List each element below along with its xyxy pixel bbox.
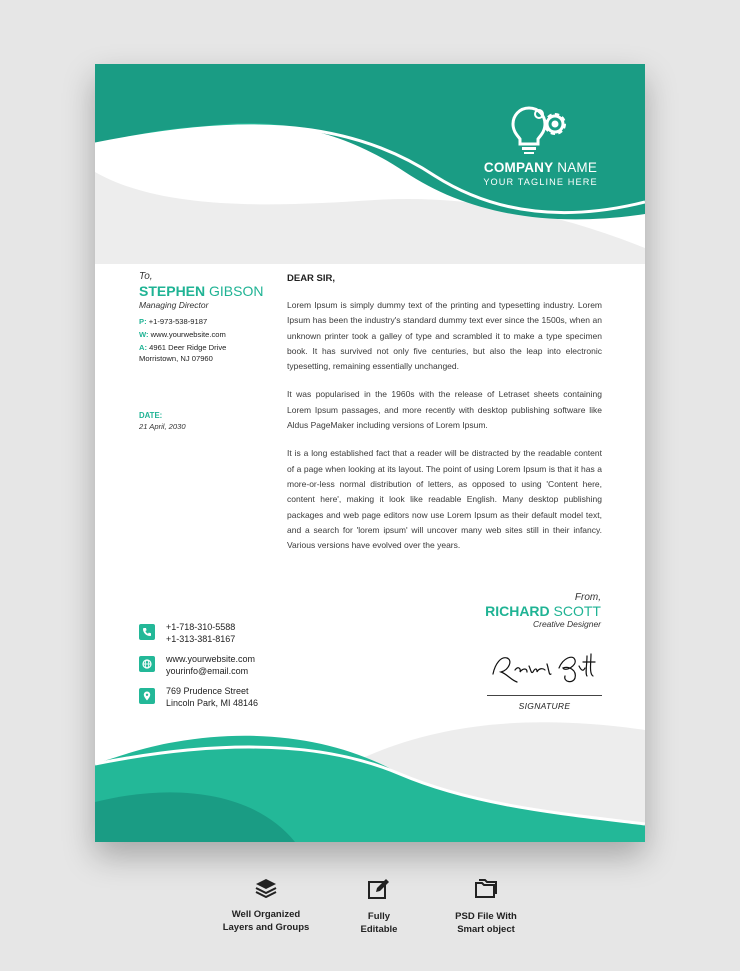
feature-psd-line2: Smart object <box>457 924 515 935</box>
contact-phone-lines <box>166 621 235 645</box>
contact-phone-1: +1-718-310-5588 <box>166 622 236 632</box>
phone-key: P: <box>139 317 147 326</box>
contact-phone <box>139 621 258 653</box>
company-logo <box>478 104 603 187</box>
company-name <box>478 160 603 175</box>
paragraph-1: Lorem Ipsum is simply dummy text of the printing and typesetting industry. Lorem Ipsum has been the industry's standard dummy text ever since the 1500s, when an unknown printer took a galley of type and scrambled it to make a type specimen book. It has survived not only five centuries, but also the leap into electronic typesetting, remaining essentially unchanged. <box>287 300 602 372</box>
recipient-last-name: GIBSON <box>205 283 264 299</box>
feature-layers-line2: Layers and Groups <box>222 922 310 933</box>
contact-email: yourinfo@email.com <box>166 666 249 676</box>
folder-icon <box>474 878 498 900</box>
contact-web <box>139 653 258 685</box>
signature-label: SIGNATURE <box>518 701 571 711</box>
recipient-address <box>139 342 279 353</box>
handwritten-signature <box>487 646 602 688</box>
lightbulb-gear-icon <box>511 104 571 154</box>
web-key: W: <box>139 330 149 339</box>
recipient-block <box>139 271 279 431</box>
phone-value: +1-973-538-9187 <box>146 317 208 326</box>
sender-last-name: SCOTT <box>549 603 601 619</box>
globe-icon <box>139 656 155 672</box>
sender-name <box>485 603 601 619</box>
footer-wave <box>95 702 645 842</box>
feature-editable-line1: Fully <box>367 911 391 922</box>
sender-first-name: RICHARD <box>485 603 550 619</box>
date-value: 21 April, 2030 <box>139 422 186 431</box>
contact-website: www.yourwebsite.com <box>166 654 256 664</box>
recipient-first-name: STEPHEN <box>139 283 206 299</box>
from-label: From, <box>574 592 601 603</box>
company-name-light: NAME <box>553 160 598 175</box>
feature-layers <box>206 878 326 934</box>
contact-phone-2: +1-313-381-8167 <box>166 634 236 644</box>
feature-psd <box>441 878 531 936</box>
signature-line <box>487 695 602 696</box>
address-line2: Morristown, NJ 07960 <box>139 354 213 363</box>
recipient-phone <box>139 316 279 327</box>
address-line1: 4961 Deer Ridge Drive <box>147 343 227 352</box>
contact-street: 769 Prudence Street <box>166 686 249 696</box>
salutation: DEAR SIR, <box>287 273 336 284</box>
recipient-web <box>139 329 279 340</box>
company-tagline: YOUR TAGLINE HERE <box>483 177 598 187</box>
sender-block <box>485 592 601 629</box>
feature-psd-line1: PSD File With <box>455 911 517 922</box>
layers-icon <box>254 878 278 898</box>
date-label: DATE: <box>139 411 163 420</box>
contact-web-lines <box>166 653 255 677</box>
contact-city: Lincoln Park, MI 48146 <box>166 698 259 708</box>
recipient-role: Managing Director <box>139 300 209 310</box>
edit-icon <box>367 878 391 900</box>
phone-icon <box>139 624 155 640</box>
sender-role: Creative Designer <box>532 619 601 629</box>
feature-editable-line2: Editable <box>360 924 398 935</box>
paragraph-2: It was popularised in the 1960s with the release of Letraset sheets containing Lorem Ipsum passages, and more recently with desktop publishing software like Aldus PageMaker including versions of Lorem Ipsum. <box>287 389 602 431</box>
feature-layers-line1: Well Organized <box>231 909 301 920</box>
letterhead-page <box>95 64 645 842</box>
feature-editable <box>339 878 419 936</box>
company-name-bold: COMPANY <box>483 160 554 175</box>
paragraph-3: It is a long established fact that a reader will be distracted by the readable content of a page when looking at its layout. The point of using Lorem Ipsum is that it has a more-or-less normal distribution of letters, as opposed to using 'Content here, content here', making it look like readable English. Many desktop publishing packages and web page editors now use Lorem Ipsum as their default model text, and a search for 'lorem ipsum' will uncover many web sites still in their infancy. Various versions have evolved over the years. <box>287 448 602 551</box>
letter-body <box>287 273 602 566</box>
recipient-info <box>139 316 279 364</box>
web-value: www.yourwebsite.com <box>148 330 226 339</box>
address-key: A: <box>139 343 148 352</box>
recipient-name <box>139 283 279 299</box>
to-label: To, <box>139 271 153 282</box>
